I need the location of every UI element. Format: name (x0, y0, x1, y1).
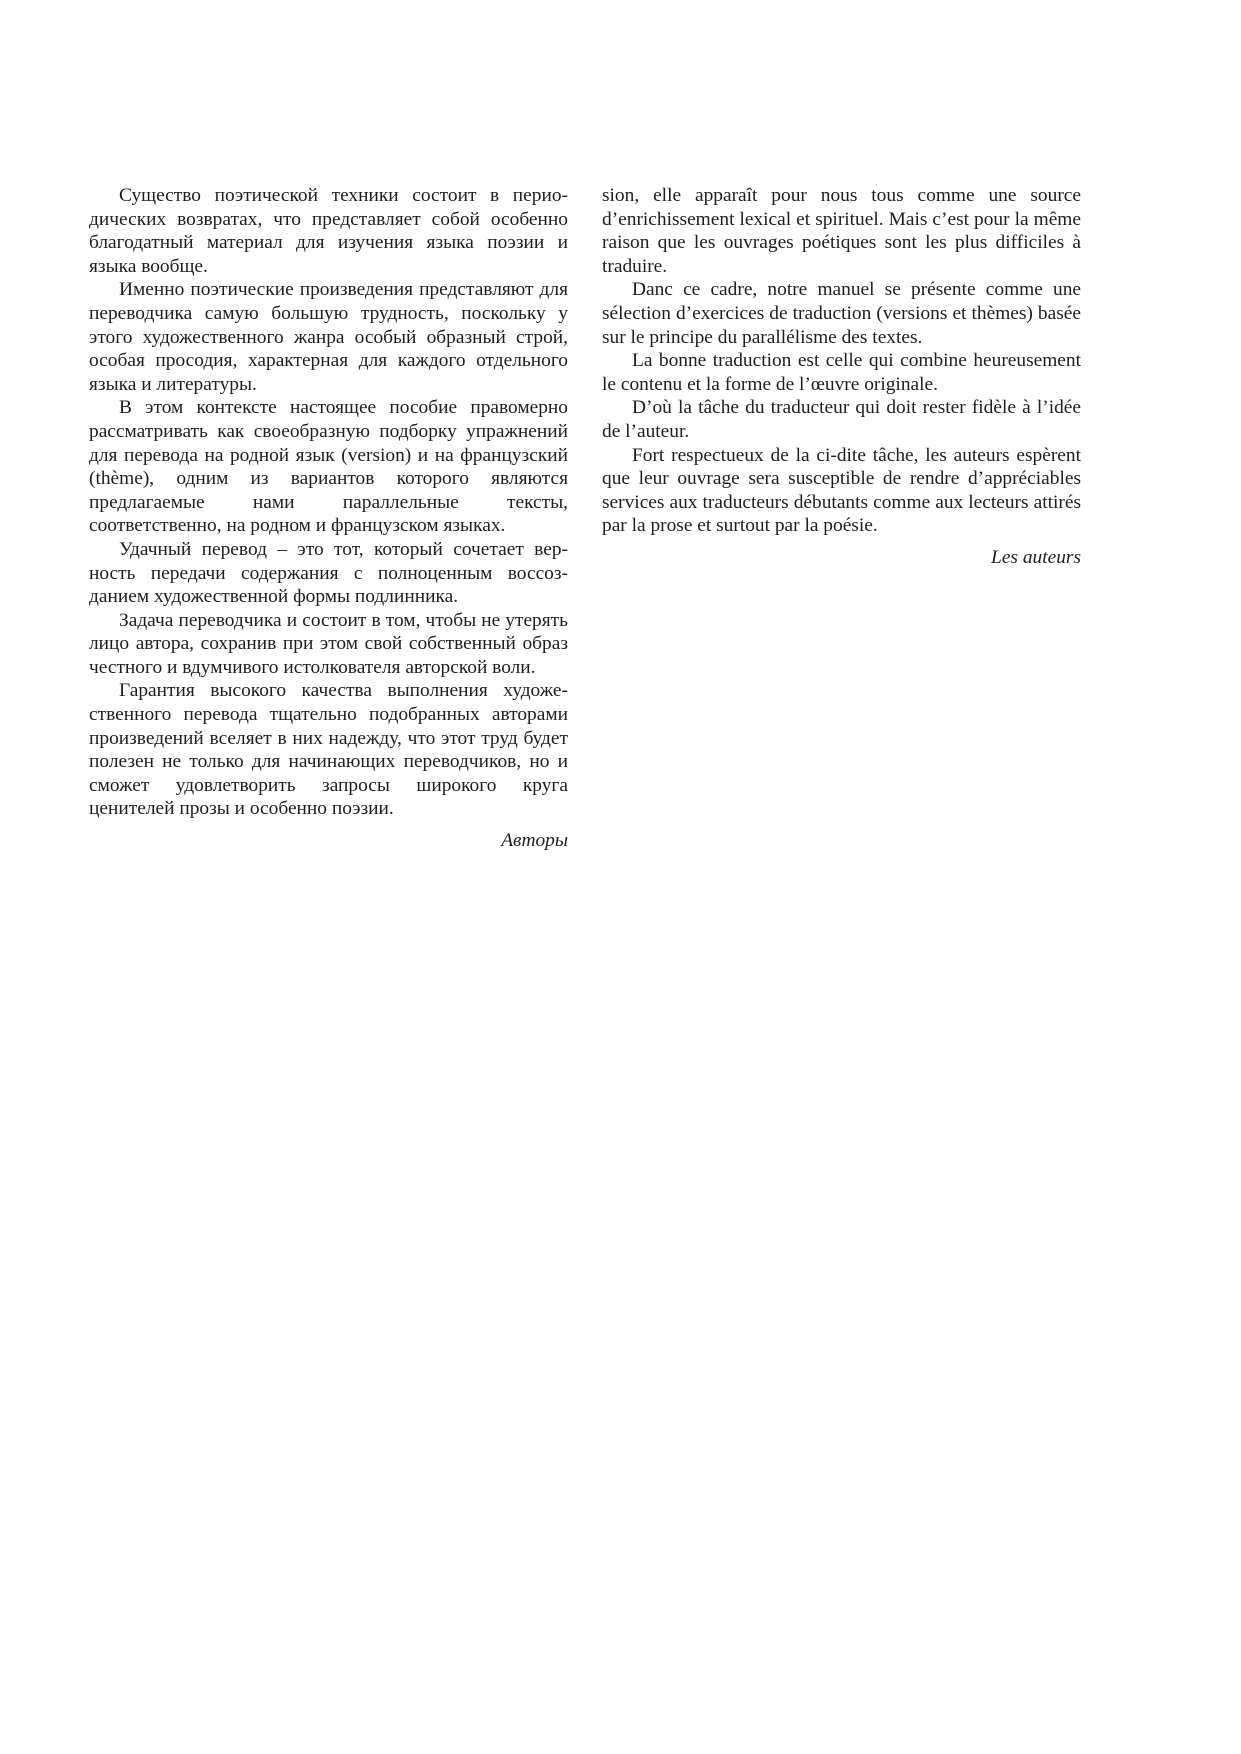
continued-paragraph: sion, elle apparaît pour nous tous comme une source d’enrichissement lexical et spirituel. Mais c’est pour la même raison que les ouvrages poétiques sont les plus difficiles à traduire. (602, 185, 1081, 277)
signature: Авторы (501, 830, 568, 852)
paragraph: Удачный перевод – это тот, который сочетает верность передачи содержания с полноценным воссозданием художественной формы подлинника. (89, 538, 568, 608)
left-column-russian (89, 184, 568, 853)
paragraph: Fort respectueux de la ci-dite tâche, les auteurs espèrent que leur ouvrage sera susceptible de rendre d’appréciables services aux traducteurs débutants comme aux lecteurs attirés par la prose et surtout par la poésie. (602, 444, 1081, 537)
paragraph: Именно поэтические произведения представляют для переводчика самую большую трудность, поскольку у этого художественного жанра особый образный строй, особая просодия, характерная для каждого отдельного языка и литературы. (89, 279, 568, 395)
paragraph: Danc ce cadre, notre manuel se présente comme une sélection d’exercices de traduction (versions et thèmes) basée sur le principe du parallélisme des textes. (602, 279, 1081, 348)
signature: Les auteurs (991, 546, 1081, 568)
paragraph: La bonne traduction est celle qui combine heureusement le contenu et la forme de l’œuvre originale. (602, 350, 1081, 395)
right-column-french (602, 184, 1081, 570)
paragraph: D’où la tâche du traducteur qui doit rester fidèle à l’idée de l’auteur. (602, 397, 1081, 442)
paragraph: В этом контексте настоящее пособие правомерно рассматривать как своеобразную подборку упражнений для перевода на родной язык (version) и на французский (thème), одним из вариантов которого являются предлагаемые нами параллельные тексты, соответственно, на родном и французском языках. (89, 397, 568, 537)
paragraph: Существо поэтической техники состоит в периодических возвратах, что представляет собой особенно благодатный материал для изучения языка поэзии и языка вообще. (89, 185, 568, 277)
paragraph: Гарантия высокого качества выполнения художественного перевода тщательно подобранных авторами произведений вселяет в них надежду, что этот труд будет полезен не только для начинающих переводчиков, но и сможет удовлетворить запросы широкого круга ценителей прозы и особенно поэзии. (89, 680, 568, 820)
paragraph: Задача переводчика и состоит в том, чтобы не утерять лицо автора, сохранив при этом свой собственный образ честного и вдумчивого истолкователя авторской воли. (89, 609, 568, 678)
